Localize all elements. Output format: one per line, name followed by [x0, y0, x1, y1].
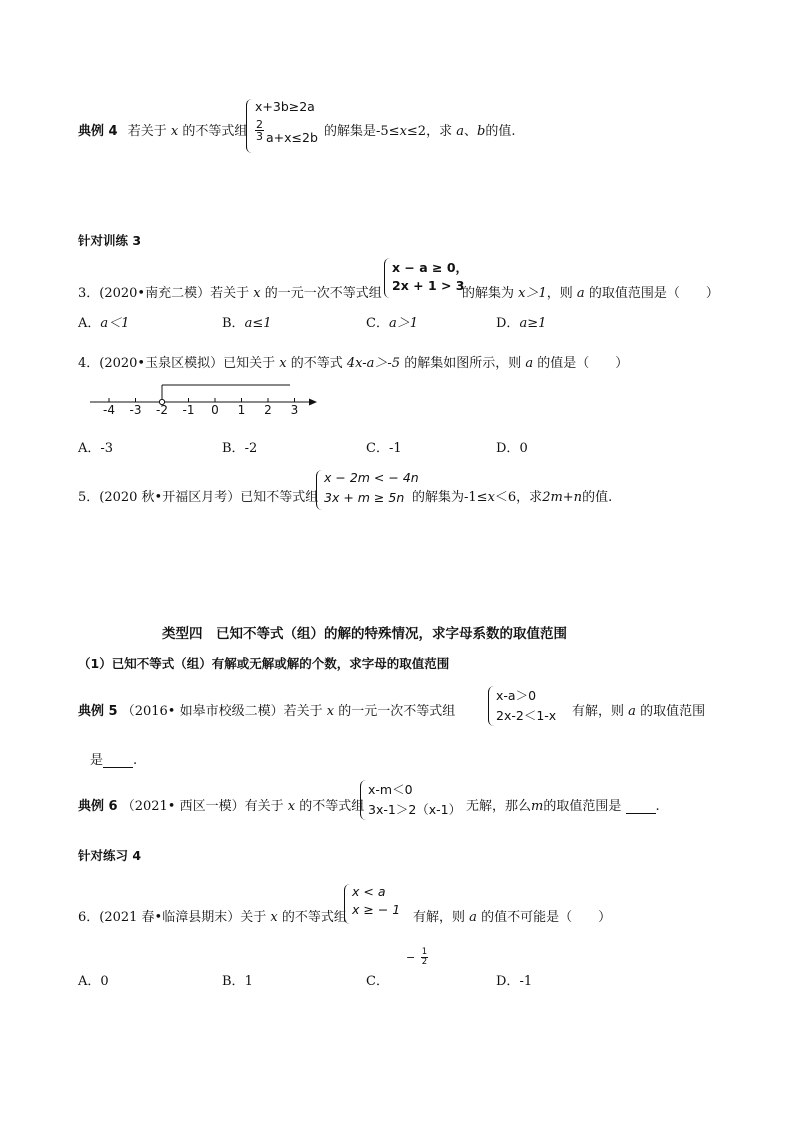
variable: x [326, 704, 335, 719]
ticks [109, 398, 295, 402]
text: 的解集为-1≤ [412, 490, 488, 505]
variable: x [270, 910, 278, 925]
text: 的值不可能是（ ） [481, 910, 612, 925]
text: 若关于 [127, 124, 167, 139]
subsection-heading: （1）已知不等式（组）有解或无解或解的个数，求字母的取值范围 [78, 656, 450, 671]
inequality-line: x − 2m < − 4n [324, 470, 419, 485]
variable: a [576, 286, 585, 301]
example-6-tail [466, 795, 660, 814]
inequality-line: a+x≤2b [266, 130, 318, 145]
section-title-practice-4: 针对练习 4 [78, 848, 142, 863]
text: 的解集为 [462, 286, 515, 301]
text: ＜6，求 [494, 490, 543, 505]
text: 的解集是-5≤ [324, 124, 400, 139]
text: 5．(2020 秋•开福区月考）已知不等式组 [78, 490, 319, 505]
choice-c[interactable]: C．-1 [366, 441, 402, 456]
text: ，则 [546, 286, 573, 301]
inequality-line: 2x + 1 > 3 [392, 278, 465, 293]
variable: x [399, 124, 407, 139]
variable: x [253, 286, 261, 301]
variable: x [487, 490, 495, 505]
variable: x [287, 799, 296, 814]
variable: x [170, 124, 179, 139]
tick-label: -4 [103, 403, 115, 417]
text: 无解，那么 [466, 799, 532, 814]
choice-b[interactable]: B．-2 [222, 441, 258, 456]
question-4-line [78, 352, 628, 371]
text: 有解，则 [413, 910, 466, 925]
question-3-tail [462, 282, 719, 301]
variable: x [279, 356, 287, 371]
example-4-tail [324, 120, 515, 139]
text: 的值. [582, 490, 613, 505]
choice-b[interactable]: B．a≤1 [222, 316, 272, 331]
text: 的取值范围 [640, 704, 706, 719]
text: 的一元一次不等式组 [264, 286, 382, 301]
text: 是 [90, 753, 104, 768]
answer-blank[interactable] [103, 755, 133, 768]
inequality: 4x-a＞-5 [346, 356, 401, 371]
answer-blank[interactable] [626, 801, 656, 814]
section-title-training-3: 针对训练 3 [78, 233, 142, 248]
text: 的取值范围是（ ） [588, 286, 719, 301]
text: 的取值范围是 [543, 799, 622, 814]
inequality-line: x ≥ − 1 [352, 902, 401, 917]
inequality-system-2 [384, 256, 469, 300]
solution: x＞1 [518, 286, 547, 301]
variable: a [525, 356, 534, 371]
inequality-line: 3x + m ≥ 5n [324, 490, 405, 505]
text: 6．(2021 春•临漳县期末）关于 [78, 910, 267, 925]
text: 的一元一次不等式组 [338, 704, 456, 719]
text: 的不等式组 [182, 124, 248, 139]
inequality-system-5 [360, 778, 470, 822]
section-heading-type-4: 类型四 已知不等式（组）的解的特殊情况，求字母系数的取值范围 [162, 626, 567, 642]
fraction: 2 3 [256, 118, 263, 143]
choice-c[interactable]: C． [366, 974, 389, 989]
text: （2021• 西区一模）有关于 [121, 799, 284, 814]
example-label: 典例 6 [78, 799, 118, 814]
example-6-line [78, 795, 364, 814]
text: （2016• 如皋市校级二模）若关于 [121, 704, 323, 719]
question-5-line [78, 486, 318, 505]
example-4-line [78, 120, 247, 139]
text: 、 [463, 124, 477, 139]
expression: 2m+n [542, 490, 583, 505]
choice-d[interactable]: D．a≥1 [496, 316, 547, 331]
choice-a[interactable]: A．-3 [78, 441, 114, 456]
variable: m [531, 799, 544, 814]
inequality-line: 2x-2＜1-x [496, 708, 557, 723]
inequality-line: x − a ≥ 0， [392, 260, 469, 275]
tick-label: 1 [237, 403, 246, 417]
inequality-line: x < a [352, 884, 386, 899]
text: ≤2，求 [406, 124, 453, 139]
tick-label: 0 [211, 403, 219, 417]
choice-d[interactable]: D．0 [496, 441, 528, 456]
question-3-line [78, 282, 382, 301]
text: 的值. [485, 124, 516, 139]
question-6-tail [413, 906, 611, 925]
text: . [655, 799, 660, 814]
text: 有解，则 [572, 704, 625, 719]
text: 的不等式组 [281, 910, 347, 925]
choice-a[interactable]: A．0 [78, 974, 109, 989]
variable: a [456, 124, 464, 139]
inequality-system-4 [488, 684, 578, 728]
tick-label: -1 [182, 403, 195, 417]
example-5-line [78, 700, 455, 719]
tick-label: 3 [290, 403, 299, 417]
choice-b[interactable]: B．1 [222, 974, 253, 989]
axis-arrow [309, 399, 317, 406]
inequality-line: x+3b≥2a [255, 99, 315, 114]
variable: b [477, 124, 486, 139]
choice-c-fraction: − $\frac{1}{2}$ [406, 947, 428, 967]
tick-label: 2 [264, 403, 272, 417]
inequality-system-3 [316, 468, 419, 512]
example-5-line-2 [90, 749, 137, 768]
inequality-line: x-a＞0 [496, 688, 537, 703]
text: 3．(2020•南充二模）若关于 [78, 286, 250, 301]
choice-d[interactable]: D．-1 [496, 974, 533, 989]
text: 的不等式 [290, 356, 343, 371]
choice-a[interactable]: A．a＜1 [78, 316, 130, 331]
inequality-system-6 [344, 882, 414, 926]
example-5-tail [572, 700, 705, 719]
question-6-line [78, 906, 347, 925]
example-label: 典例 4 [78, 124, 118, 139]
inequality-line: 3x-1＞2（x-1） [368, 802, 462, 817]
text: 的不等式组 [299, 799, 365, 814]
text: 的解集如图所示，则 [404, 356, 522, 371]
inequality-line: x-m＜0 [368, 782, 413, 797]
choice-c[interactable]: C．a＞1 [366, 316, 418, 331]
question-5-tail [412, 486, 612, 505]
inequality-system-1 [246, 97, 326, 155]
text: 4．(2020•玉泉区模拟）已知关于 [78, 356, 276, 371]
variable: a [469, 910, 477, 925]
example-label: 典例 5 [78, 704, 118, 719]
tick-label: -2 [156, 403, 168, 417]
text: . [133, 753, 138, 768]
variable: a [628, 704, 636, 719]
text: 的值是（ ） [537, 356, 629, 371]
tick-label: -3 [129, 403, 142, 417]
